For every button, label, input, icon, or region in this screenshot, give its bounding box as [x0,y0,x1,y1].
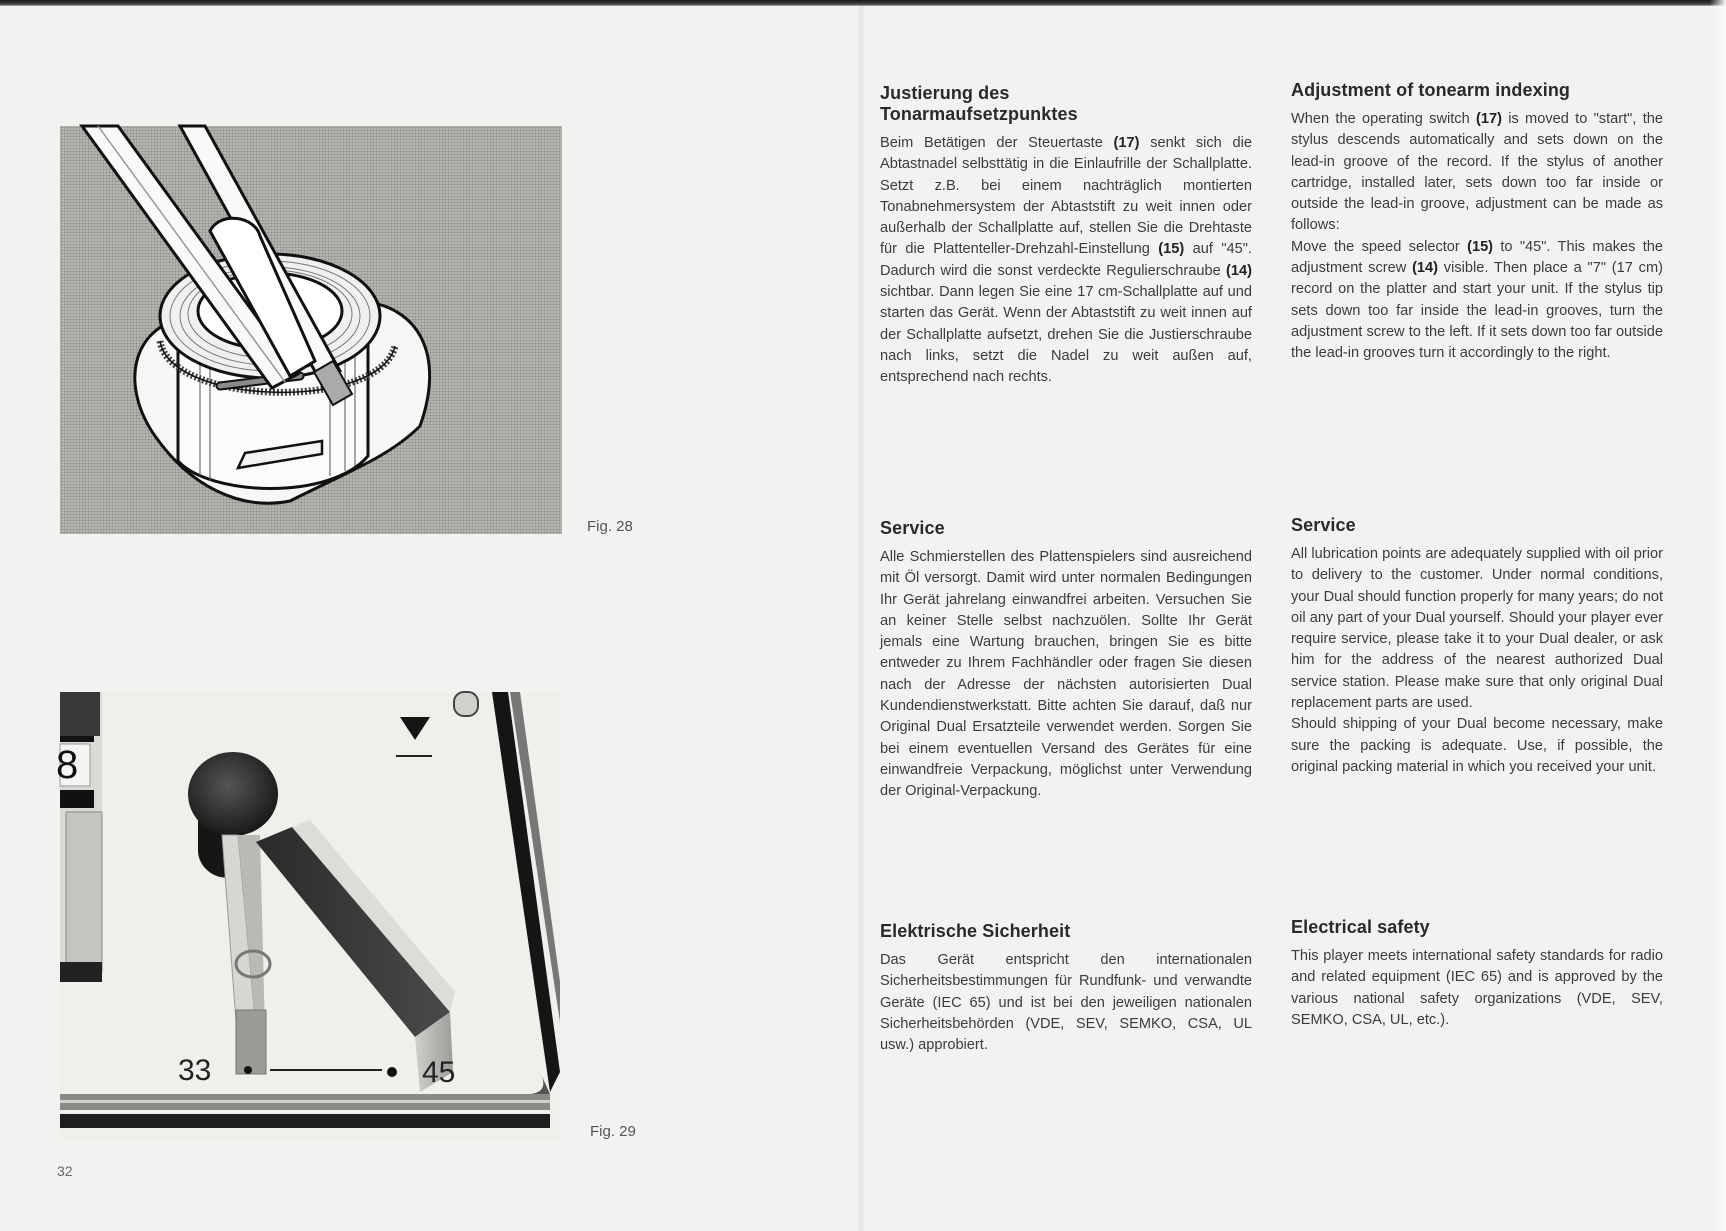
body-text: visible. Then place a "7" (17 cm) record on the platter and start your unit. If the stylus tip sets down too far inside the lead-in grooves, turn the adjustment screw to the left. If it sets down too far outside the lead-in grooves turn it accordingly to the right. [1291,260,1663,362]
part-ref: (15) [1158,241,1185,258]
lever-45 [256,827,450,1037]
figure-29-speed-selector-photo [56,692,560,1140]
section-body: Should shipping of your Dual become necessary, make sure the packing is adequate. Use, if possible, the original packing material in which you received your unit. [1291,716,1663,775]
speed-label-33: 33 [178,1054,212,1087]
part-ref: (17) [1475,111,1502,127]
figure-29-caption: Fig. 29 [590,1123,636,1140]
english-section-tonearm [1291,80,1663,365]
section-body: Alle Schmierstellen des Plattenspielers sind ausreichend mit Öl versorgt. Damit wird unter normalen Bedingungen Ihr Gerät jahrelang einwandfrei arbeiten. Versuchen Sie an keiner Stelle selbst nachzuölen. Sollte Ihr Gerät jemals eine Wartung brauchen, bringen Sie es bitte entweder zu Ihrem Fachhändler oder fragen Sie diesen nach der Adresse der nächsten autorisierten Dual Kundendienstwerkstatt. Bitte achten Sie darauf, daß nur Original Dual Ersatzteile verwendet werden. Sorgen Sie bei einem eventuellen Versand des Gerätes für eine einwandfreie Verpackung, möglichst unter Verwendung der Original-Verpackung. [880,549,1252,800]
section-title: Service [880,518,945,538]
speed-selector-drawing [56,692,560,1140]
section-title-line: Justierung des [880,83,1010,103]
part-ref: (14) [1412,260,1439,277]
page-spine [858,0,864,1231]
body-text: is moved to "start", the stylus descends automatically and sets down on the lead-in groove of the record. If the stylus of another cartridge, installed later, sets down too far inside or outside the lead-in groove, adjustment can be made as follows: [1291,111,1663,234]
section-title: Electrical safety [1291,917,1430,937]
figure-28-tonearm-illustration [60,126,562,534]
body-text: When the operating switch [1291,111,1476,127]
body-text: senkt sich die Abtastnadel selbsttätig in die Einlaufrille der Schallplatte. Setzt z.B. bei einem nachträglich montierten Tonabnehmersystem der Abtaststift zu weit innen oder außerhalb der Schallplatte auf, stellen Sie die Drehtaste für die Plattenteller-Drehzahl-Einstellung [880,135,1252,258]
counter-digit: 8 [56,743,79,787]
german-section-service [880,518,1252,803]
german-section-electrical [880,921,1252,1056]
german-section-tonearm [880,83,1252,389]
section-title: Elektrische Sicherheit [880,921,1071,941]
body-text: sichtbar. Dann legen Sie eine 17 cm-Schallplatte auf und starten das Gerät. Wenn der Abtaststift zu weit innen auf der Schallplatte aufsetzt, drehen Sie die Justierschraube nach links, setzt die Nadel zu weit außen auf, entsprechend nach rechts. [880,284,1252,386]
body-text: to "45". This makes the adjustment screw [1291,238,1664,277]
part-ref: (15) [1467,238,1494,255]
section-body: Das Gerät entspricht den internationalen Sicherheitsbestimmungen für Rundfunk- und verwandte Geräte (IEC 65) und ist bei den jeweiligen nationalen Sicherheitsbehörden (VDE, SEV, SEMKO, CSA, UL usw.) approbiert. [880,952,1252,1054]
section-body [1291,109,1663,237]
figure-28-caption: Fig. 28 [587,518,633,535]
body-text: auf "45". Dadurch wird die sonst verdeckte Regulierschraube [880,241,1252,279]
section-title: Adjustment of tonearm indexing [1291,80,1571,100]
body-text: Move the speed selector [1291,238,1468,255]
part-ref: (17) [1113,135,1140,151]
section-body: This player meets international safety standards for radio and related equipment (IEC 65) and is approved by the various national safety organizations (VDE, SEV, SEMKO, CSA, UL, etc.). [1291,948,1663,1028]
section-body: All lubrication points are adequately supplied with oil prior to delivery to the customer. Under normal conditions, your Dual should function properly for many years; do not oil any part of your Dual yourself. Should your player ever require service, please take it to your Dual dealer, or ask him for the address of the nearest authorized Dual service station. Please make sure that only original Dual replacement parts are used. [1291,546,1663,712]
section-title: Service [1291,515,1356,535]
small-lever [454,692,478,716]
section-body [880,133,1252,389]
indicator-triangle [400,717,430,740]
english-section-electrical [1291,917,1663,1031]
section-title-line: Tonarmaufsetzpunktes [880,104,1078,124]
scan-right-edge [1710,0,1726,1231]
body-text: Beim Betätigen der Steuertaste [880,135,1114,151]
tonearm-drawing [60,126,562,534]
speed-dot-45 [387,1067,397,1077]
english-section-service [1291,515,1663,778]
part-ref: (14) [1226,262,1252,279]
speed-label-45: 45 [422,1056,456,1089]
section-body [1291,237,1663,365]
page-number: 32 [57,1163,73,1179]
speed-dot-33 [244,1066,252,1074]
selector-knob [188,752,278,836]
section-title [880,83,1252,125]
